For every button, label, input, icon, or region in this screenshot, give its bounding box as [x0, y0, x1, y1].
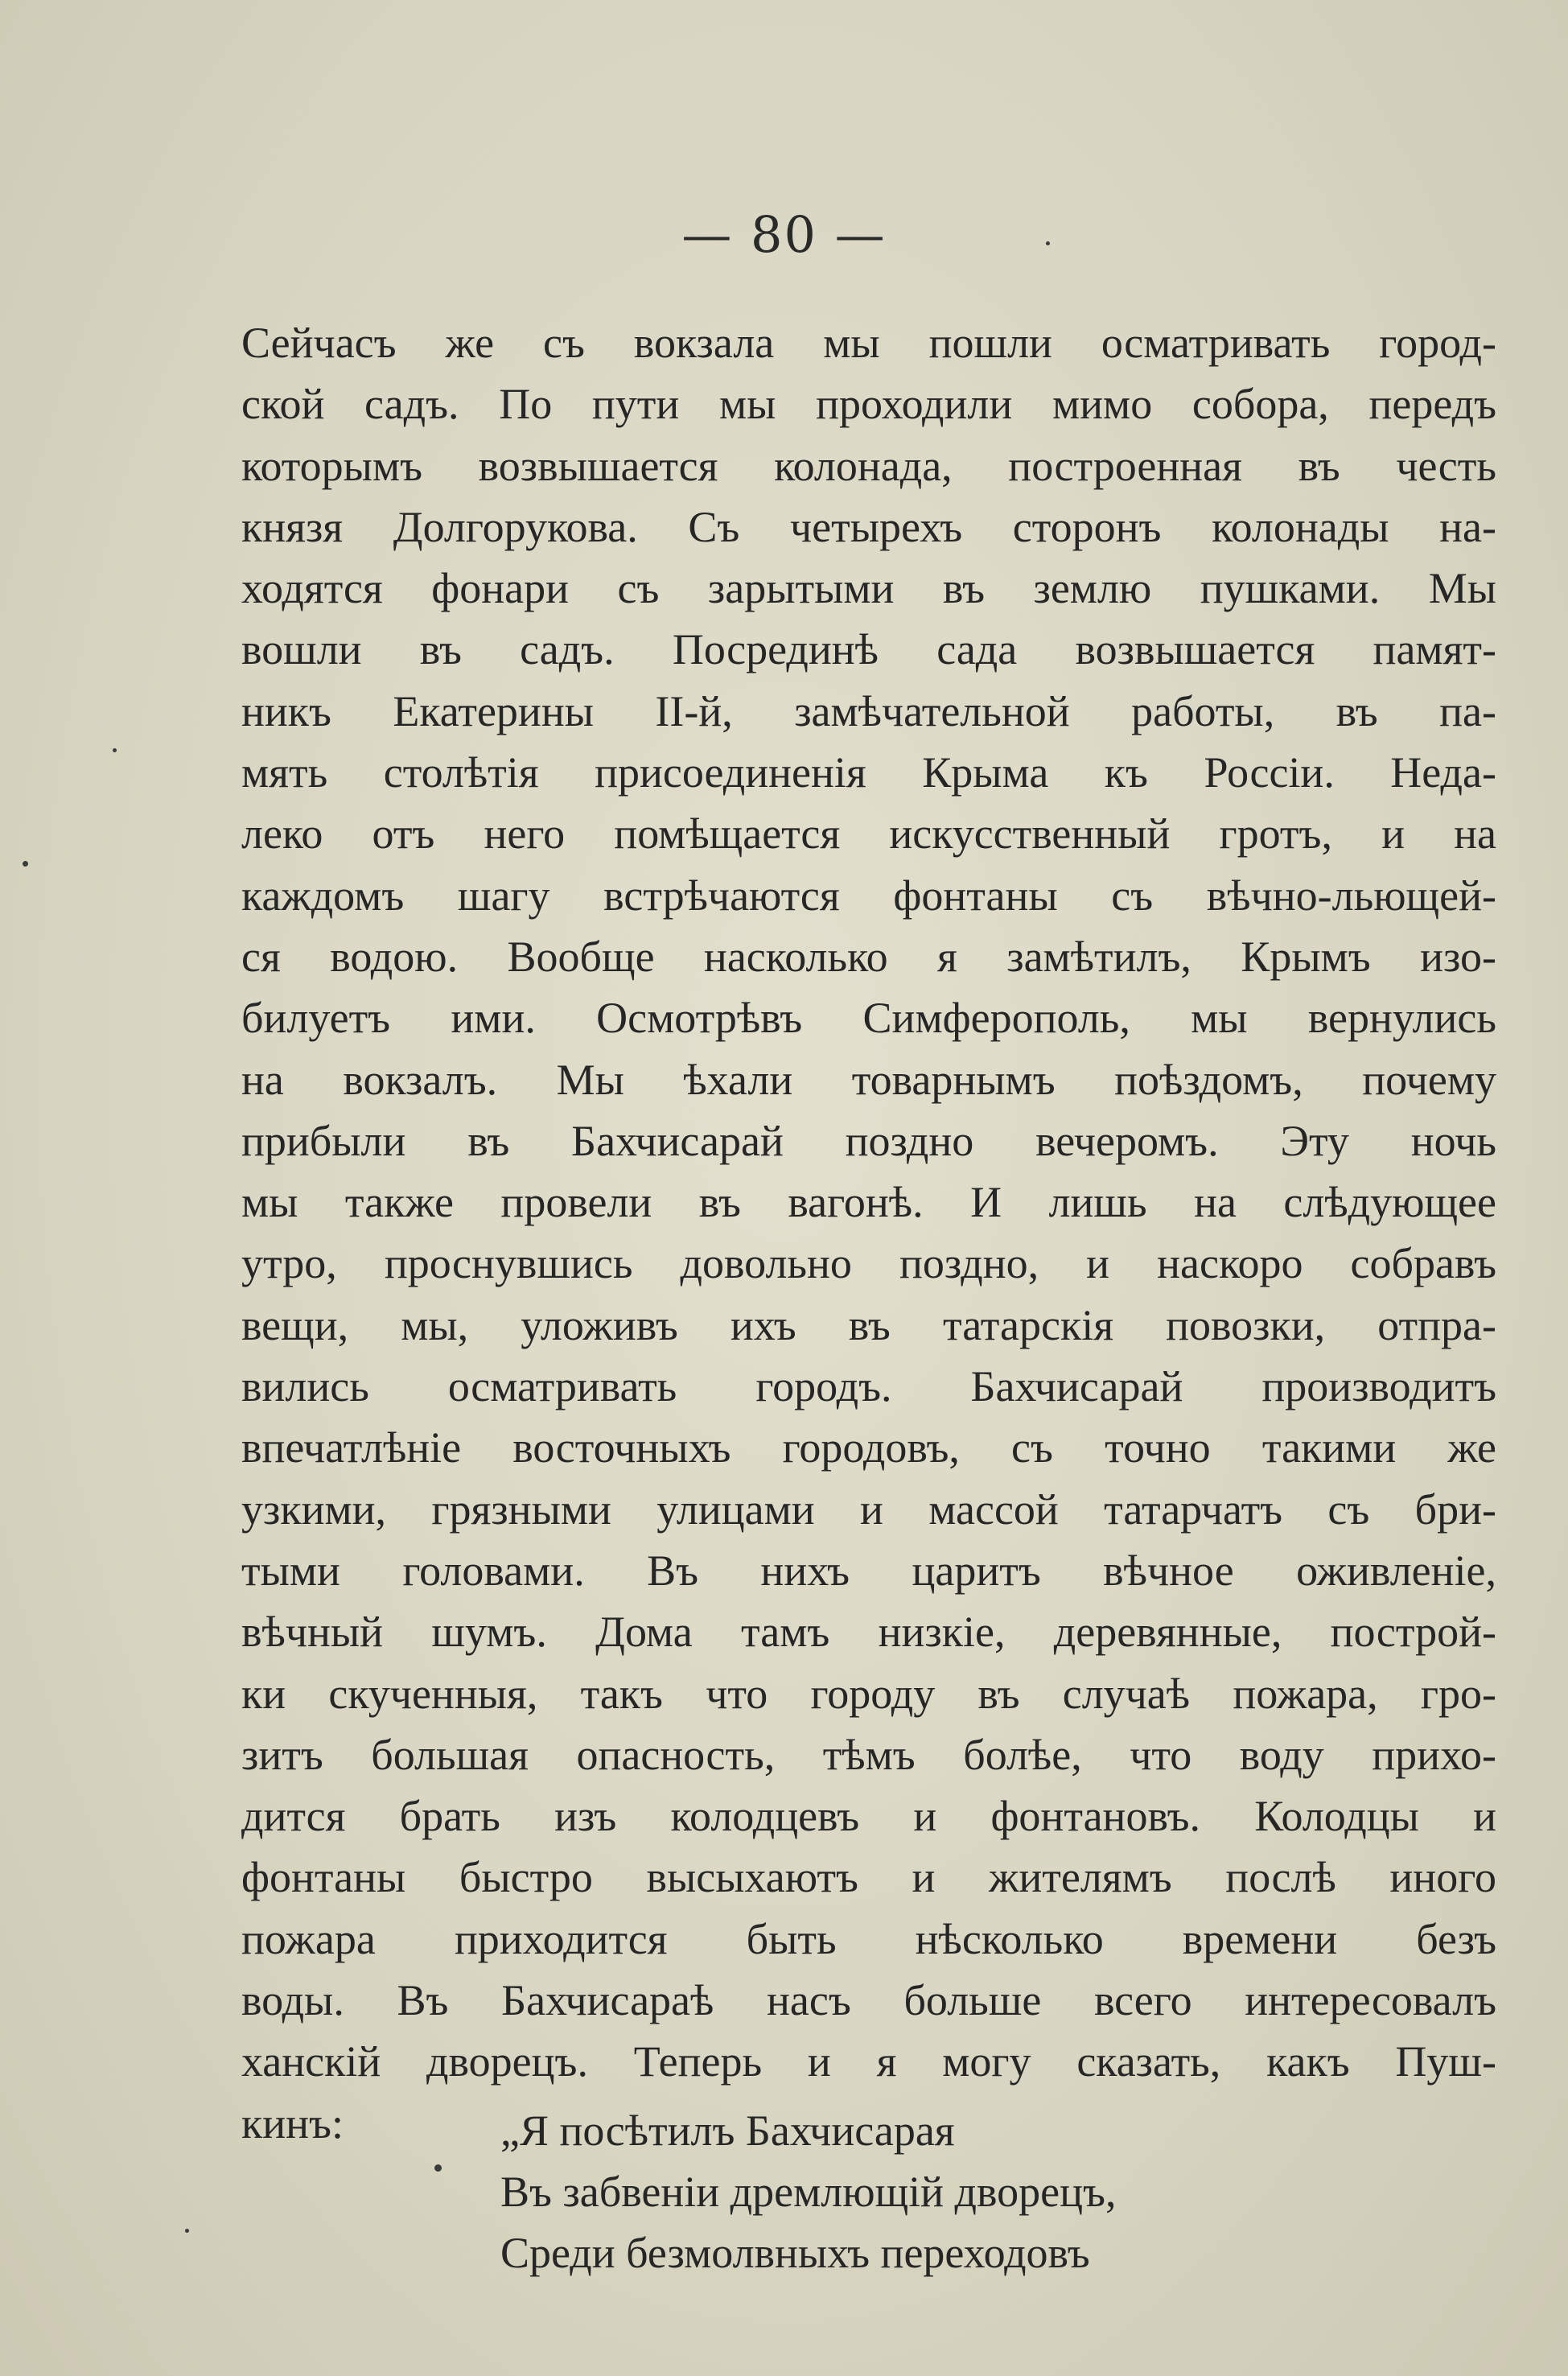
- text-line: пожара приходится быть нѣсколько времени безъ: [241, 1914, 1496, 1963]
- text-line: дится брать изъ колодцевъ и фонтановъ. Колодцы и: [241, 1792, 1496, 1841]
- text-line: фонтаны быстро высыхаютъ и жителямъ послѣ иного: [241, 1853, 1496, 1902]
- text-line: каждомъ шагу встрѣчаются фонтаны съ вѣчно-льющей-: [241, 871, 1496, 920]
- text-line: ходятся фонари съ зарытыми въ землю пушками. Мы: [241, 564, 1496, 613]
- text-line: вѣчный шумъ. Дома тамъ низкіе, деревянные, построй-: [241, 1608, 1496, 1657]
- text-line: леко отъ него помѣщается искусственный гротъ, и на: [241, 809, 1496, 859]
- text-line: вились осматривать городъ. Бахчисарай производитъ: [241, 1362, 1496, 1411]
- body-paragraph: [241, 312, 1496, 2154]
- text-line: узкими, грязными улицами и массой татарчатъ съ бри-: [241, 1484, 1496, 1534]
- text-line: воды. Въ Бахчисараѣ насъ больше всего интересовалъ: [241, 1976, 1496, 2025]
- verse-line: „Я посѣтилъ Бахчисарая: [500, 2106, 955, 2155]
- verse-line: Среди безмолвныхъ переходовъ: [500, 2229, 1090, 2277]
- text-line: которымъ возвышается колонада, построенная въ честь: [241, 441, 1496, 490]
- text-line: ханскій дворецъ. Теперь и я могу сказать, какъ Пуш-: [241, 2037, 1496, 2086]
- verse-line: Въ забвеніи дремлющій дворецъ,: [500, 2168, 1117, 2216]
- text-line: вошли въ садъ. Посрединѣ сада возвышается памят-: [241, 625, 1496, 674]
- ink-speck: [434, 2164, 442, 2172]
- text-line: мы также провели въ вагонѣ. И лишь на слѣдующее: [241, 1178, 1496, 1227]
- text-line: впечатлѣніе восточныхъ городовъ, съ точно такими же: [241, 1423, 1496, 1472]
- text-line: ской садъ. По пути мы проходили мимо собора, передъ: [241, 380, 1496, 429]
- text-line: прибыли въ Бахчисарай поздно вечеромъ. Эту ночь: [241, 1116, 1496, 1165]
- text-line: ки скученныя, такъ что городу въ случаѣ пожара, гро-: [241, 1669, 1496, 1718]
- text-line: никъ Екатерины II-й, замѣчательной работы, въ па-: [241, 686, 1496, 735]
- text-line: ся водою. Вообще насколько я замѣтилъ, Крымъ изо-: [241, 932, 1496, 981]
- page-number: — 80 —: [681, 205, 887, 264]
- text-line: кинъ:: [241, 2098, 344, 2147]
- text-line: утро, проснувшись довольно поздно, и наскоро собравъ: [241, 1239, 1496, 1288]
- text-line: тыми головами. Въ нихъ царитъ вѣчное оживленіе,: [241, 1546, 1496, 1595]
- text-line: зитъ большая опасность, тѣмъ болѣе, что воду прихо-: [241, 1730, 1496, 1779]
- ink-speck: [113, 748, 117, 752]
- text-line: вещи, мы, уложивъ ихъ въ татарскія повозки, отпра-: [241, 1300, 1496, 1349]
- text-line: билуетъ ими. Осмотрѣвъ Симферополь, мы вернулись: [241, 994, 1496, 1043]
- text-line: на вокзалъ. Мы ѣхали товарнымъ поѣздомъ, почему: [241, 1055, 1496, 1104]
- ink-speck: [1046, 241, 1050, 245]
- verse-quote: [500, 2100, 1116, 2283]
- text-line: мять столѣтія присоединенія Крыма къ Россіи. Неда-: [241, 748, 1496, 797]
- ink-speck: [23, 861, 28, 867]
- text-line: князя Долгорукова. Съ четырехъ сторонъ колонады на-: [241, 502, 1496, 551]
- text-line: Сейчасъ же съ вокзала мы пошли осматривать город-: [241, 319, 1496, 367]
- ink-speck: [185, 2229, 189, 2233]
